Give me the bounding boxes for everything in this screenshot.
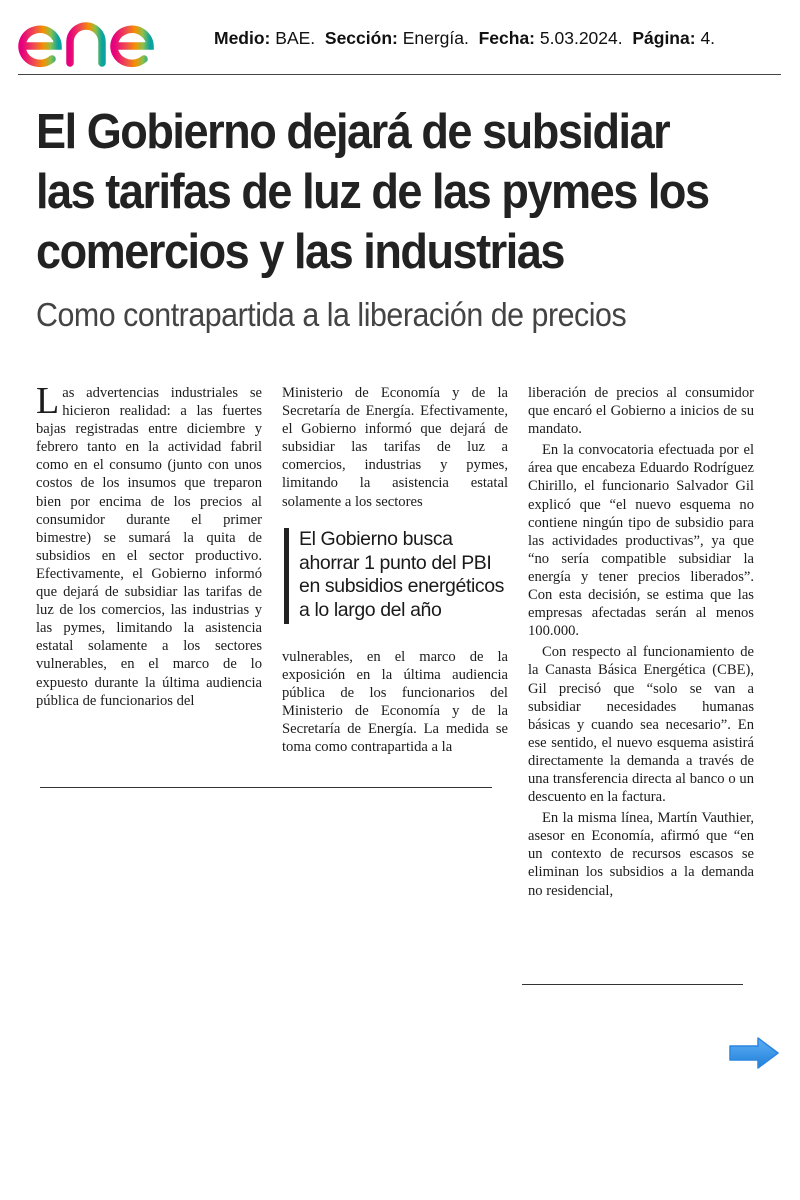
article-column-2-bottom xyxy=(282,648,508,757)
pull-quote: El Gobierno busca ahorrar 1 punto del PBI en subsidios energéticos a lo largo del año xyxy=(284,528,510,624)
pagina-value: 4. xyxy=(700,28,716,48)
pagina-label: Página: xyxy=(632,28,696,48)
fecha-value: 5.03.2024. xyxy=(539,28,623,48)
column-3-paragraph: Con respecto al funcionamiento de la Canasta Básica Energética (CBE), Gil precisó que “solo se van a subsidiar necesidades humanas básicas y cuando sea necesario”. En ese sentido, el nuevo esquema asistirá directamente la demanda a través de una transferencia directa al banco o un descuento en la factura. xyxy=(528,644,754,806)
column-3-paragraph: En la convocatoria efectuada por el área que encabeza Eduardo Rodríguez Chirillo, el funcionario Salvador Gil explicó que “el nuevo esquema no contiene ningún tipo de subsidio para las actividades productivas”, ya que “no sería compatible subsidiar la energía y tener precios liberados”. Con esta decisión, se estima que las empresas afectadas serán al menos 100.000. xyxy=(528,442,754,640)
column-2-top-text: Ministerio de Economía y de la Secretaría de Energía. Efectivamente, el Gobierno informó que dejará de subsidiar las tarifas de luz a comercios, industrias y pymes, limitando la asistencia estatal solamente a los sectores xyxy=(282,385,508,510)
seccion-label: Sección: xyxy=(324,28,398,48)
article-headline: El Gobierno dejará de subsidiar las tarifas de luz de las pymes los comercios y las industrias xyxy=(36,105,709,279)
header-divider xyxy=(18,74,781,75)
article-subtitle: Como contrapartida a la liberación de precios xyxy=(36,296,627,333)
column-3-paragraph: liberación de precios al consumidor que encaró el Gobierno a inicios de su mandato. xyxy=(528,385,754,438)
fecha-label: Fecha: xyxy=(478,28,536,48)
article-column-2-top xyxy=(282,384,508,511)
right-arrow-icon[interactable] xyxy=(728,1036,780,1070)
seccion-value: Energía. xyxy=(402,28,469,48)
clipping-meta xyxy=(214,28,715,49)
column-1-text: as advertencias industriales se hicieron realidad: a las fuertes bajas registradas entre diciembre y febrero tanto en la actividad fabril como en el consumo (junto con unos costos de los insumos que treparon bien por encima de los precios al consumidor durante el primer bimestre) se sumará la quita de subsidios en el sector productivo. Efectivamente, el Gobierno informó que dejará de subsidiar las tarifas de luz de los comercios, las industrias y las pymes, limitando la asistencia estatal solamente a los sectores vulnerables, en el marco de lo expuesto durante la última audiencia pública de funcionarios del xyxy=(36,385,262,709)
drop-cap: L xyxy=(36,380,60,422)
column-2-bottom-text: vulnerables, en el marco de la exposición en la última audiencia pública de los funcionarios del Ministerio de Economía y de la Secretaría de Energía. La medida se toma como contrapartida a la xyxy=(282,649,508,756)
medio-value: BAE. xyxy=(275,28,316,48)
column-3-paragraph: En la misma línea, Martín Vauthier, asesor en Economía, afirmó que “en un contexto de recursos escasos se eliminan los subsidios a la demanda no residencial, xyxy=(528,810,754,899)
column-divider-left xyxy=(40,787,492,788)
article-column-3 xyxy=(528,384,754,900)
column-divider-right xyxy=(522,984,743,985)
article-column-1 xyxy=(36,380,262,710)
medio-label: Medio: xyxy=(214,28,271,48)
enel-logo xyxy=(14,8,184,70)
